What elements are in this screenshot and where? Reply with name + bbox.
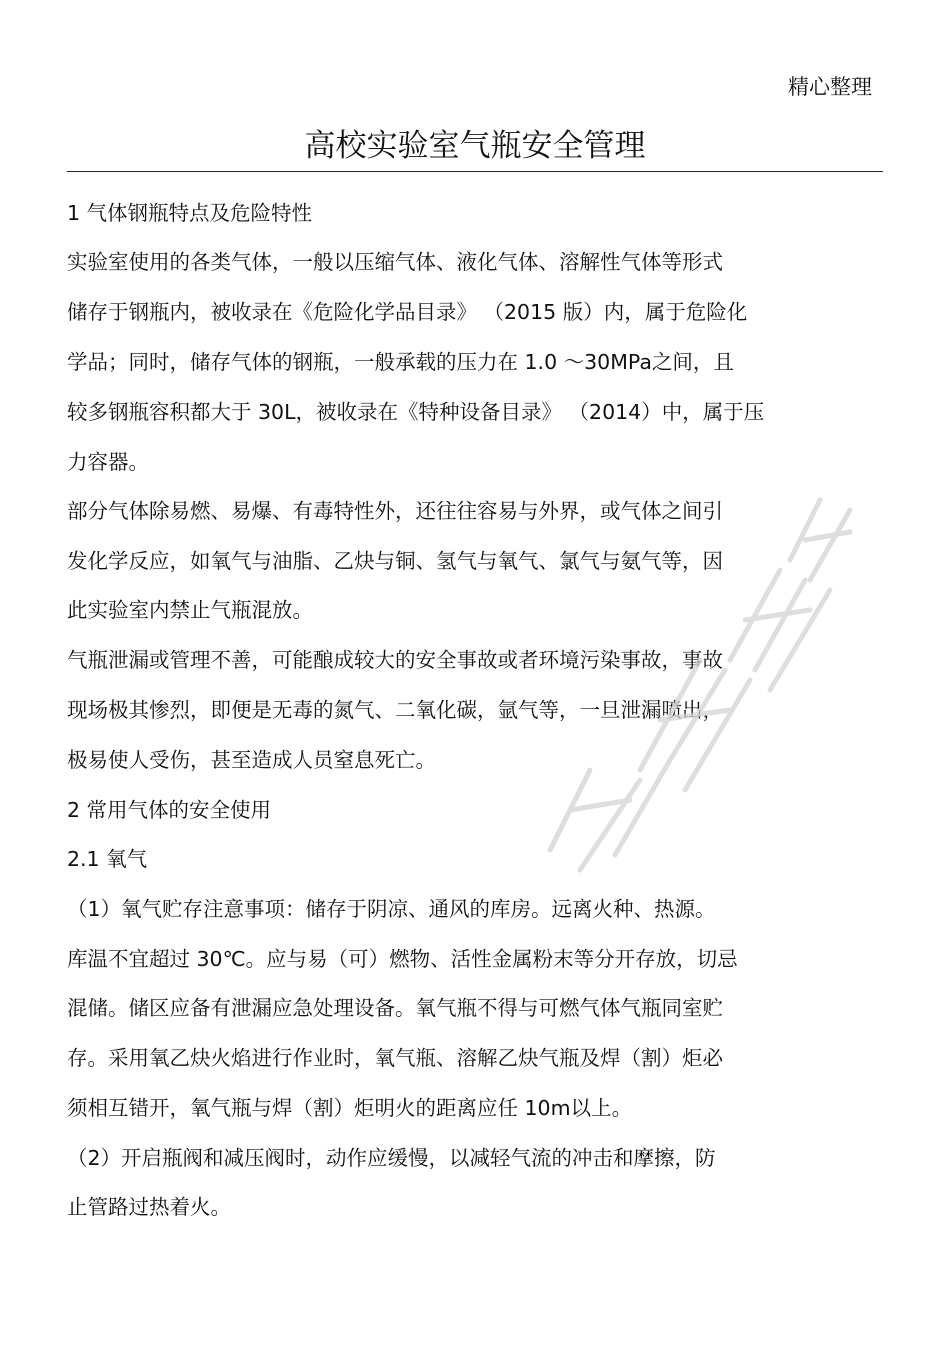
document-title: 高校实验室气瓶安全管理 <box>304 128 646 164</box>
body-line: 混储。储区应备有泄漏应急处理设备。氧气瓶不得与可燃气体气瓶同室贮 <box>67 996 723 1020</box>
title-divider <box>67 171 883 172</box>
body-line: 现场极其惨烈，即便是无毒的氮气、二氧化碳，氩气等，一旦泄漏喷出， <box>67 698 723 722</box>
body-line: 发化学反应，如氧气与油脂、乙炔与铜、氢气与氧气、氯气与氨气等，因 <box>67 549 723 573</box>
body-line: 学品；同时，储存气体的钢瓶，一般承载的压力在 1.0 ～30MPa之间，且 <box>67 350 734 374</box>
section-heading: 2 常用气体的安全使用 <box>67 798 272 822</box>
body-line: 部分气体除易燃、易爆、有毒特性外，还往往容易与外界，或气体之间引 <box>67 499 723 523</box>
body-line: （1）氧气贮存注意事项：储存于阴凉、通风的库房。远离火种、热源。 <box>67 897 716 921</box>
body-line: 实验室使用的各类气体，一般以压缩气体、液化气体、溶解性气体等形式 <box>67 250 723 274</box>
body-line: 止管路过热着火。 <box>67 1195 231 1219</box>
body-line: 较多钢瓶容积都大于 30L，被收录在《特种设备目录》 （2014）中，属于压 <box>67 400 765 424</box>
body-line: 极易使人受伤，甚至造成人员窒息死亡。 <box>67 748 436 772</box>
watermark-graphic <box>520 470 860 890</box>
body-line: 储存于钢瓶内，被收录在《危险化学品目录》 （2015 版）内，属于危险化 <box>67 300 748 324</box>
body-line: 存。采用氧乙炔火焰进行作业时，氧气瓶、溶解乙炔气瓶及焊（割）炬必 <box>67 1046 723 1070</box>
body-line: 须相互错开，氧气瓶与焊（割）炬明火的距离应任 10m以上。 <box>67 1096 633 1120</box>
body-line: （2）开启瓶阀和减压阀时，动作应缓慢，以减轻气流的冲击和摩擦，防 <box>67 1146 716 1170</box>
body-line: 气瓶泄漏或管理不善，可能酿成较大的安全事故或者环境污染事故，事故 <box>67 648 723 672</box>
body-line: 力容器。 <box>67 450 149 474</box>
subsection-heading: 2.1 氧气 <box>67 847 148 871</box>
body-line: 此实验室内禁止气瓶混放。 <box>67 598 313 622</box>
body-line: 库温不宜超过 30℃。应与易（可）燃物、活性金属粉末等分开存放，切忌 <box>67 947 738 971</box>
header-note: 精心整理 <box>788 75 872 99</box>
section-heading: 1 气体钢瓶特点及危险特性 <box>67 201 313 225</box>
